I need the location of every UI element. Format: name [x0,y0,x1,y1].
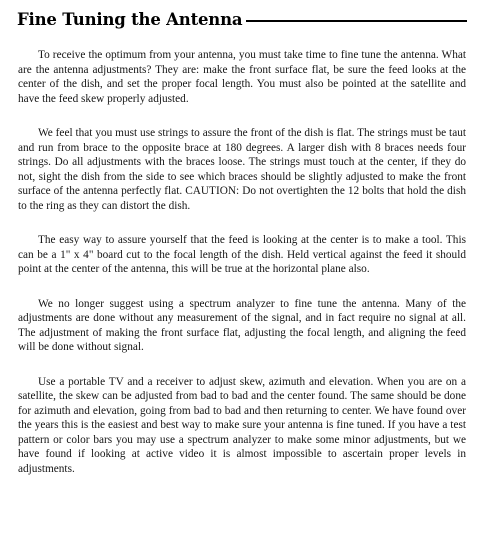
paragraph-2: We feel that you must use strings to assure the front of the dish is flat. The strings must be taut and run from brace to the opposite brace at 180 degrees. A larger dish with 8 braces needs four strings. Do all adjustments with the braces loose. The strings must touch at the center, if they do not, sight the dish from the side to see which braces should be slightly adjusted to make the front surface of the antenna perfectly flat. CAUTION: Do not overtighten the 12 bolts that hold the dish to the ring as they can distort the dish. [18,127,466,212]
paragraph-5: Use a portable TV and a receiver to adjust skew, azimuth and elevation. When you are on a satellite, the skew can be adjusted from bad to bad and the center found. The same should be done for azimuth and elevation, going from bad to bad and then returning to center. We have found over the years this is the easiest and best way to make sure your antenna is fine tuned. If you have a test pattern or color bars you may use a spectrum analyzer to make some minor adjustments, but we have found if looking at active video it is almost impossible to ascertain proper levels in adjustments. [18,375,466,475]
section-heading: Fine Tuning the Antenna [17,9,243,29]
heading-rule [246,20,467,22]
paragraph-4: We no longer suggest using a spectrum analyzer to fine tune the antenna. Many of the adjustments are done without any measurement of the signal, and in fact require no signal at all. The adjustment of making the front surface flat, adjusting the focal length, and aligning the feed will be done without signal. [18,297,466,353]
paragraph-3: The easy way to assure yourself that the feed is looking at the center is to make a tool. This can be a 1" x 4" board cut to the focal length of the dish. Held vertical against the feed it should point at the center of the antenna, this will be true at the horizontal plane also. [18,234,466,275]
heading-row [17,7,467,31]
body-text [18,48,466,496]
paragraph-1: To receive the optimum from your antenna, you must take time to fine tune the antenna. What are the antenna adjustments? They are: make the front surface flat, be sure the feed looks at the center of the dish, and set the proper focal length. You must also be pointed at the satellite and have the feed skew properly adjusted. [18,49,466,105]
